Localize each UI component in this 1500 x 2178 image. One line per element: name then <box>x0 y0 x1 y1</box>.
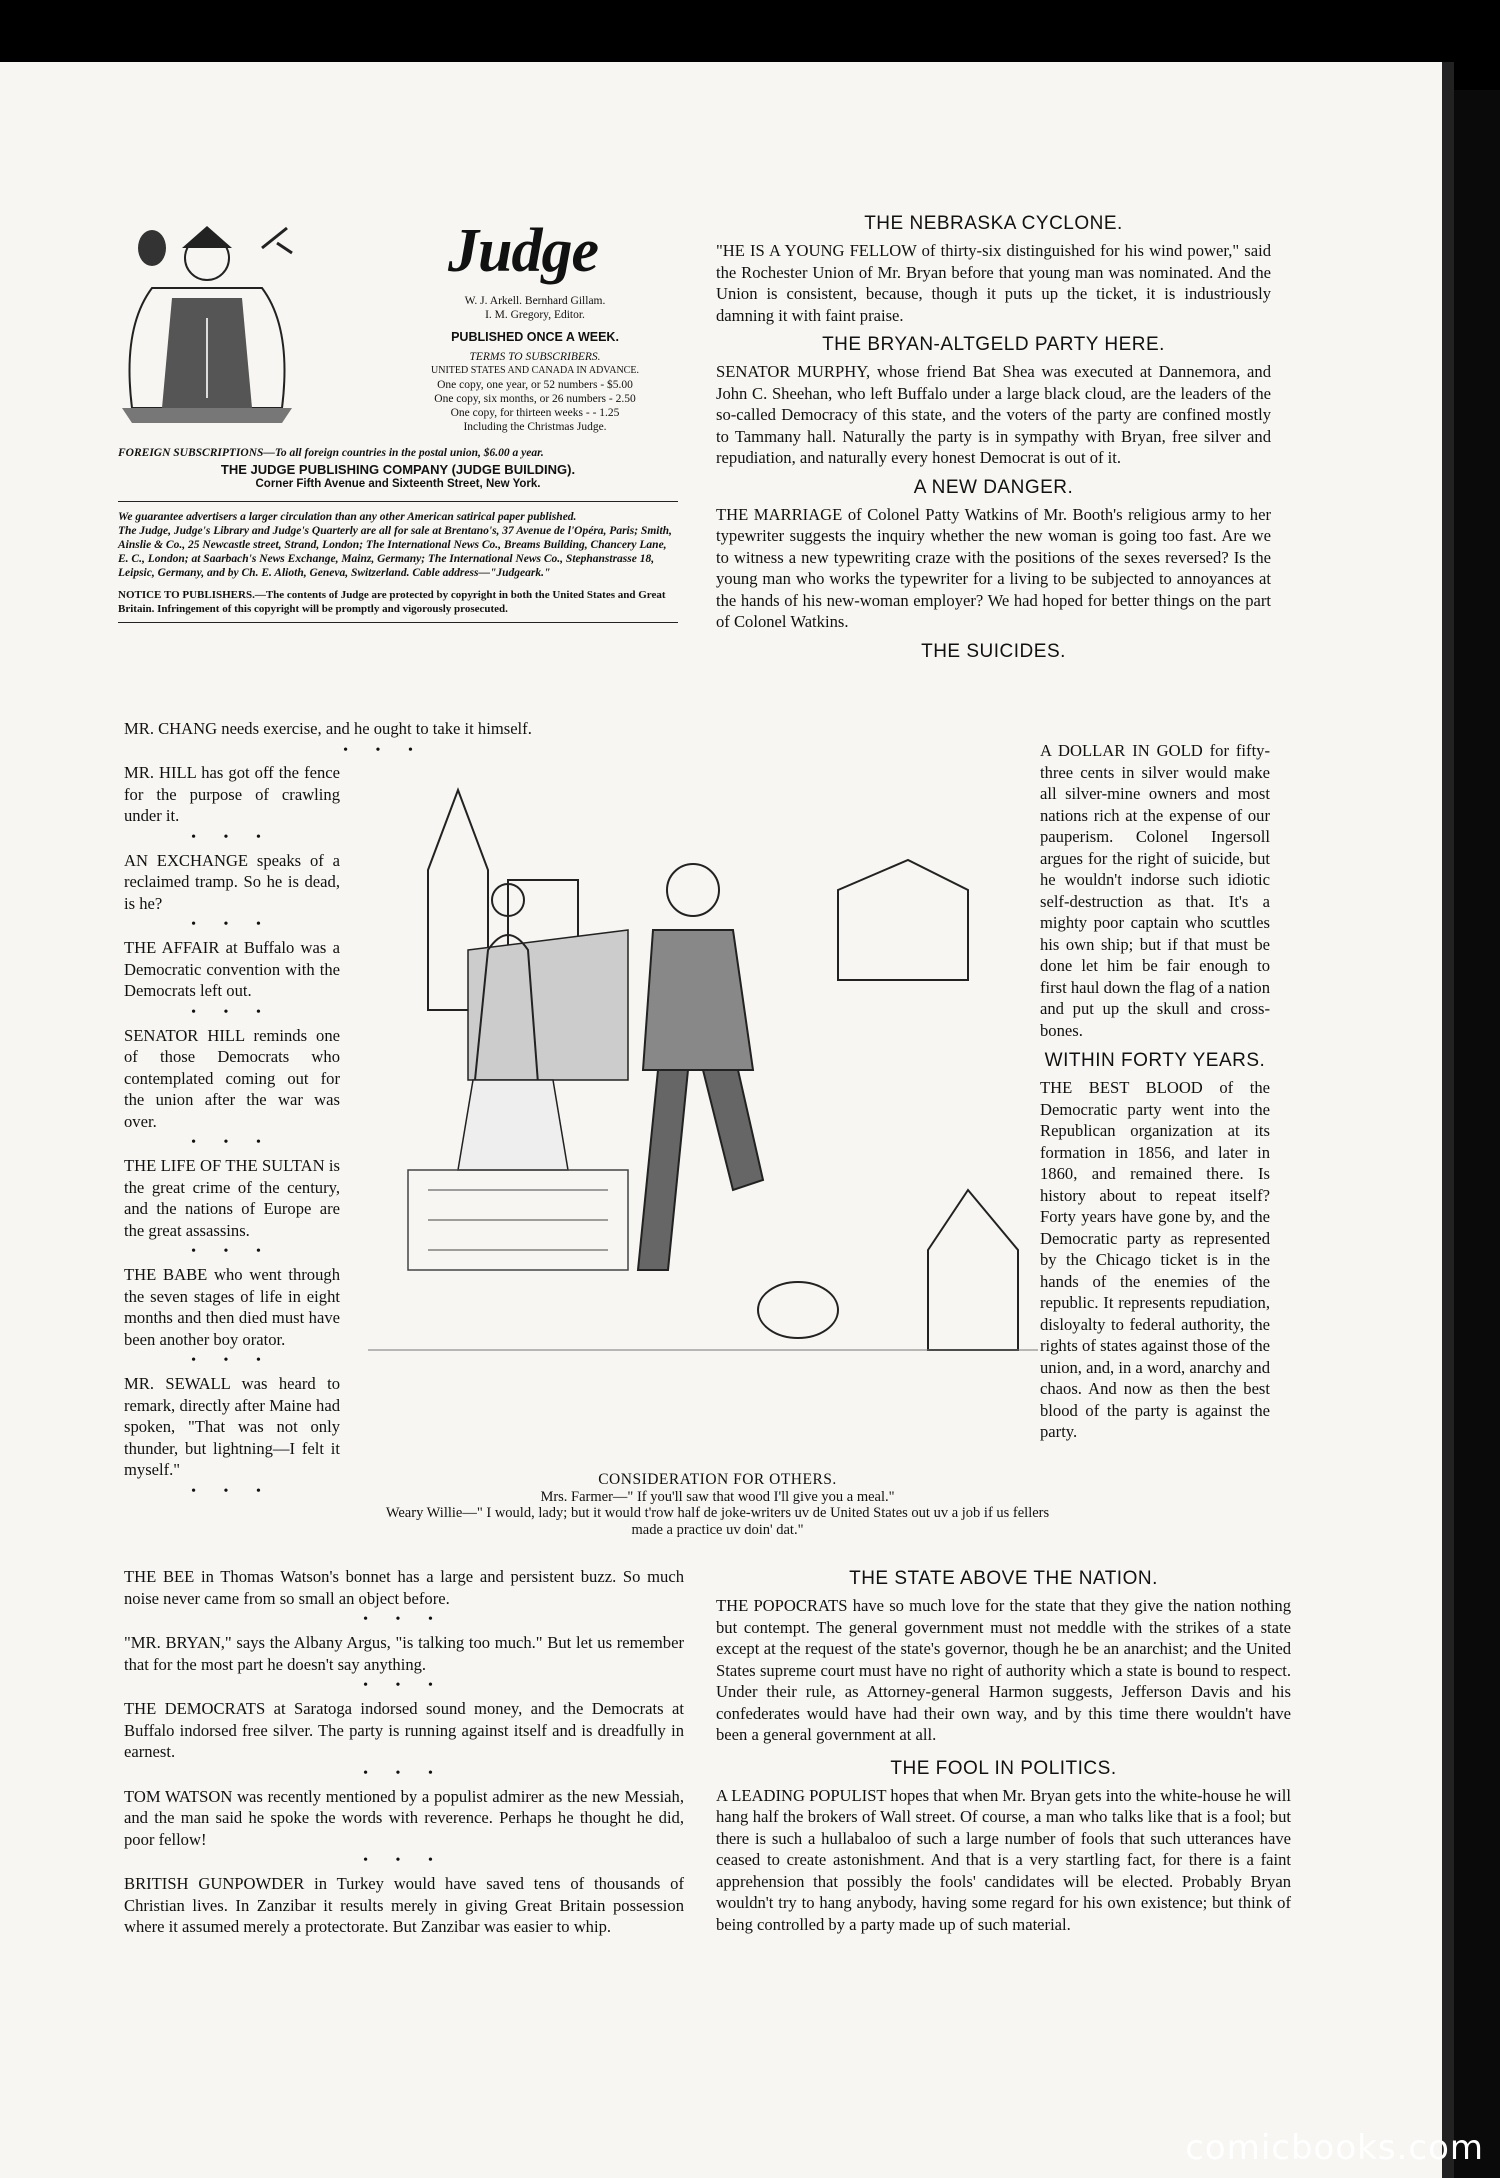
cartoon-caption <box>385 1472 1050 1538</box>
staff-line-1: W. J. Arkell. Bernhard Gillam. <box>464 295 606 307</box>
bottom-right-column <box>716 1560 1291 1935</box>
paragraph: THE AFFAIR at Buffalo was a Democratic convention with the Democrats left out. <box>124 938 340 1000</box>
article-title: THE NEBRASKA CYCLONE. <box>864 213 1123 234</box>
separator-dots: • • • <box>343 742 425 758</box>
separator-dots: • • • <box>191 1244 273 1259</box>
bottom-left-column <box>124 1566 684 1938</box>
article-title: WITHIN FORTY YEARS. <box>1044 1050 1266 1071</box>
paragraph: THE DEMOCRATS at Saratoga indorsed sound money, and the Democrats at Buffalo indorsed free silver. The party is running against itself and is dreadfully in earnest. <box>124 1699 684 1761</box>
right-column-top <box>716 205 1271 668</box>
article-body: A LEADING POPULIST hopes that when Mr. Bryan gets into the white-house he will hang half the brokers of Wall street. Of course, a man who talks like that is a fool; but there is such a hullabaloo of such a large number of fools that such utterances have ceased to create astonishment. And that is a very startling fact, for there is a faint apprehension that possibly the fools' candidates will be elected. Probably Bryan wouldn't try to hang anybody, having some regard for his own existence; but think of being controlled by a party made up of such material. <box>716 1785 1291 1934</box>
terms-line: One copy, for thirteen weeks - - 1.25 <box>450 407 620 419</box>
terms-subtitle: UNITED STATES AND CANADA IN ADVANCE. <box>431 365 639 376</box>
divider <box>118 501 678 502</box>
article-title: A NEW DANGER. <box>913 476 1074 498</box>
judge-figure-illustration <box>112 208 302 430</box>
divider <box>118 622 678 623</box>
separator-dots: • • • <box>191 1135 273 1150</box>
article-title: THE STATE ABOVE THE NATION. <box>849 1568 1158 1589</box>
article-body: THE BEST BLOOD of the Democratic party went into the Republican organization at its formation in 1856, and later in 1860, and remained there. Is history about to repeat itself? Forty years have gone by, and the Democratic party as represented by the Chicago ticket is in the hands of the enemies of the republic. It represents repudiation, disloyalty to federal authority, the rights of states against those of the union, and, in a word, anarchy and chaos. And now as then the best blood of the party is against the party. <box>1040 1078 1270 1441</box>
article-body: THE POPOCRATS have so much love for the state that they give the nation nothing but contempt. The general government must not meddle with the strikes of a state except at the request of the state's governor, though he be an anarchist; and the United States supreme court must have no right of authority which a state is bound to respect. Under their rule, as Attorney-general Harmon suggests, Jefferson Davis and his confederates would have had their own way, and by this time there wouldn't have been a general government at all. <box>716 1596 1291 1744</box>
paragraph: MR. HILL has got off the fence for the purpose of crawling under it. <box>124 763 340 825</box>
page-spine-shadow <box>1442 62 1454 2178</box>
masthead-footer <box>118 446 678 623</box>
paragraph: BRITISH GUNPOWDER in Turkey would have saved tens of thousands of Christian lives. In Zanzibar it results merely in giving Great Britain possession where it assumed merely a protectorate. But Zanzibar was easier to whip. <box>124 1874 684 1936</box>
article-body: A DOLLAR IN GOLD for fifty-three cents in silver would make all silver-mine owners and most nations rich at the expense of our pauperism. Colonel Ingersoll argues for the right of suicide, but he wouldn't indorse such idiotic self-destruction as that. It's a mighty poor captain who scuttles his own ship; but if that must be done let him be fair enough to first haul down the flag of a nation and put up the skull and cross-bones. <box>1040 741 1270 1040</box>
article-title: THE FOOL IN POLITICS. <box>890 1757 1117 1779</box>
terms-line: Including the Christmas Judge. <box>463 421 607 433</box>
separator-dots: • • • <box>191 1353 273 1368</box>
article-title: THE SUICIDES. <box>921 640 1066 662</box>
separator-dots: • • • <box>191 917 273 932</box>
separator-dots: • • • <box>363 1678 445 1693</box>
foreign-subscriptions: FOREIGN SUBSCRIPTIONS—To all foreign countries in the postal union, $6.00 a year. <box>118 447 544 459</box>
scan-border-right <box>1454 90 1500 2178</box>
paragraph: THE BABE who went through the seven stages of life in eight months and then died must have been another boy orator. <box>124 1265 340 1349</box>
publishers-notice: NOTICE TO PUBLISHERS.—The contents of Judge are protected by copyright in both the United States and Great Britain. Infringement of this copyright will be promptly and vigorously prosecuted. <box>118 589 666 615</box>
cartoon-illustration <box>368 750 1038 1470</box>
terms-title: TERMS TO SUBSCRIBERS. <box>469 351 601 363</box>
paragraph: MR. CHANG needs exercise, and he ought to take it himself. <box>124 719 532 738</box>
caption-line-2: Weary Willie—" I would, lady; but it would t'row half de joke-writers uv de United States out uv a job if us fellers made a practice uv doin' dat." <box>385 1505 1050 1538</box>
article-body: SENATOR MURPHY, whose friend Bat Shea was executed at Dannemora, and John C. Sheehan, who left Buffalo under a large black cloud, are the leaders of the so-called Democracy of this state, and the voters of the party are confined mostly to Tammany hall. Naturally the party is in sympathy with Bryan, free silver and repudiation, and naturally every honest Democrat is out of it. <box>716 362 1271 467</box>
sale-note: The Judge, Judge's Library and Judge's Quarterly are all for sale at Brentano's, 37 Avenue de l'Opéra, Paris; Smith, Ainslie & Co., 25 Newcastle street, Strand, London; The International News Co., Breams Building, Chancery Lane, E. C., London; at Saarbach's News Exchange, Mainz, Germany; The International News Co., Stephanstrasse 18, Leipsic, Germany, and by Ch. E. Alioth, Geneva, Switzerland. Cable address—"Judgeark." <box>118 525 672 579</box>
terms-line: One copy, one year, or 52 numbers - $5.00 <box>437 379 633 391</box>
article-body: "HE IS A YOUNG FELLOW of thirty-six distinguished for his wind power," said the Rochester Union of Mr. Bryan before that young man was nominated. And the Union is consistent, because, though it puts up the ticket, it is industriously damning it with faint praise. <box>716 241 1271 325</box>
separator-dots: • • • <box>363 1853 445 1868</box>
site-watermark: comicbooks.com <box>1185 2128 1484 2168</box>
article-body: THE MARRIAGE of Colonel Patty Watkins of Mr. Booth's religious army to her typewriter suggests the inquiry whether the new woman is going too fast. Are we to witness a new typewriting craze with the positions of the sexes reversed? Is the young man who works the typewriter for a living to be subjected to annoyances at the hands of his new-woman employer? We had hoped for better things on the part of Colonel Watkins. <box>716 504 1271 631</box>
cartoon-title: CONSIDERATION FOR OTHERS. <box>598 1471 837 1488</box>
separator-dots: • • • <box>191 1483 273 1499</box>
separator-dots: • • • <box>363 1765 445 1781</box>
paragraph: THE BEE in Thomas Watson's bonnet has a large and persistent buzz. So much noise never came from so small an object before. <box>124 1567 684 1608</box>
terms-line: One copy, six months, or 26 numbers - 2.50 <box>434 393 636 405</box>
staff-line-2: I. M. Gregory, Editor. <box>485 309 585 321</box>
published-line: PUBLISHED ONCE A WEEK. <box>451 330 619 344</box>
separator-dots: • • • <box>363 1612 445 1627</box>
left-column <box>124 762 340 1504</box>
separator-dots: • • • <box>191 1004 273 1020</box>
company-name: THE JUDGE PUBLISHING COMPANY (JUDGE BUILDING). <box>220 462 576 477</box>
masthead-info <box>400 294 670 434</box>
paragraph: TOM WATSON was recently mentioned by a populist admirer as the new Messiah, and the man said he spoke the words with reverence. Perhaps he thought he did, poor fellow! <box>124 1786 684 1849</box>
company-address: Corner Fifth Avenue and Sixteenth Street, New York. <box>255 478 541 490</box>
paragraph: AN EXCHANGE speaks of a reclaimed tramp. So he is dead, is he? <box>124 850 340 913</box>
paragraph: MR. SEWALL was heard to remark, directly after Maine had spoken, "That was not only thunder, but lightning—I felt it myself." <box>124 1374 340 1479</box>
right-column-narrow <box>1040 740 1270 1443</box>
guarantee-note: We guarantee advertisers a larger circulation than any other American satirical paper published. <box>118 511 577 523</box>
separator-dots: • • • <box>191 829 273 845</box>
paragraph: THE LIFE OF THE SULTAN is the great crime of the century, and the nations of Europe are the great assassins. <box>124 1156 340 1240</box>
article-title: THE BRYAN-ALTGELD PARTY HERE. <box>822 334 1165 355</box>
paragraph: SENATOR HILL reminds one of those Democrats who contemplated coming out for the union after the war was over. <box>124 1025 340 1131</box>
paragraph: "MR. BRYAN," says the Albany Argus, "is talking too much." But let us remember that for the most part he doesn't say anything. <box>124 1633 684 1674</box>
judge-logo: Judge <box>448 217 598 285</box>
caption-line-1: Mrs. Farmer—" If you'll saw that wood I'll give you a meal." <box>540 1488 895 1505</box>
